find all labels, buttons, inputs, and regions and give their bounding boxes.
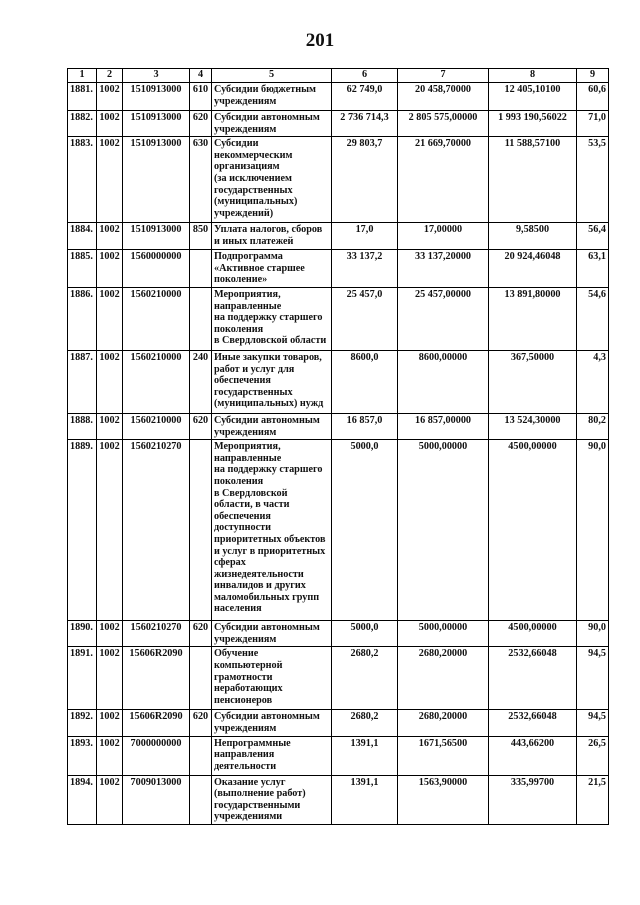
- name-line: государственных: [214, 386, 293, 398]
- expense-type-cell: [190, 775, 212, 824]
- table-row: [68, 621, 609, 647]
- column-header: 9: [577, 69, 609, 83]
- name-line: Обучение: [214, 648, 259, 660]
- name-line: поколения: [214, 323, 264, 335]
- approved-amount-cell: 2680,2: [332, 710, 398, 736]
- budget-amount-cell: 2680,20000: [398, 710, 489, 736]
- expense-type-cell: 610: [190, 83, 212, 111]
- name-cell: [212, 621, 332, 647]
- approved-amount-cell: 29 803,7: [332, 137, 398, 223]
- table-row: [68, 287, 609, 350]
- row-number-cell: 1888.: [68, 413, 97, 439]
- section-code-cell: 1002: [97, 621, 123, 647]
- row-number-cell: 1894.: [68, 775, 97, 824]
- name-cell: [212, 350, 332, 413]
- name-line: обеспечения: [214, 375, 271, 387]
- expense-type-cell: 620: [190, 413, 212, 439]
- approved-amount-cell: 33 137,2: [332, 250, 398, 288]
- name-line: работ и услуг для: [214, 363, 295, 375]
- section-code-cell: 1002: [97, 647, 123, 710]
- expense-type-cell: [190, 287, 212, 350]
- executed-amount-cell: 335,99700: [489, 775, 577, 824]
- section-code-cell: 1002: [97, 440, 123, 621]
- target-article-cell: 1510913000: [123, 111, 190, 137]
- approved-amount-cell: 2 736 714,3: [332, 111, 398, 137]
- name-line: и иных платежей: [214, 235, 294, 247]
- name-line: учреждениям: [214, 95, 277, 107]
- target-article-cell: 1560210270: [123, 440, 190, 621]
- approved-amount-cell: 17,0: [332, 223, 398, 250]
- name-line: поколение»: [214, 274, 268, 286]
- row-number-cell: 1881.: [68, 83, 97, 111]
- execution-percent-cell: 80,2: [577, 413, 609, 439]
- name-line: Оказание услуг: [214, 776, 286, 788]
- name-cell: [212, 647, 332, 710]
- name-line: направления: [214, 749, 275, 761]
- row-number-cell: 1889.: [68, 440, 97, 621]
- row-number-cell: 1882.: [68, 111, 97, 137]
- column-header: 7: [398, 69, 489, 83]
- executed-amount-cell: 1 993 190,56022: [489, 111, 577, 137]
- name-line: Подпрограмма: [214, 251, 283, 263]
- target-article-cell: 1560210000: [123, 287, 190, 350]
- name-line: населения: [214, 603, 262, 615]
- name-line: Субсидии бюджетным: [214, 84, 316, 95]
- section-code-cell: 1002: [97, 287, 123, 350]
- execution-percent-cell: 90,0: [577, 621, 609, 647]
- expense-type-cell: 620: [190, 621, 212, 647]
- name-line: пенсионеров: [214, 694, 273, 706]
- table-row: [68, 440, 609, 621]
- name-cell: [212, 440, 332, 621]
- executed-amount-cell: 443,66200: [489, 736, 577, 775]
- execution-percent-cell: 90,0: [577, 440, 609, 621]
- name-line: направленные: [214, 452, 282, 464]
- name-line: учреждений): [214, 207, 274, 219]
- budget-amount-cell: 33 137,20000: [398, 250, 489, 288]
- section-code-cell: 1002: [97, 223, 123, 250]
- target-article-cell: 15606R2090: [123, 647, 190, 710]
- table-row: [68, 775, 609, 824]
- budget-amount-cell: 8600,00000: [398, 350, 489, 413]
- execution-percent-cell: 71,0: [577, 111, 609, 137]
- table-row: [68, 647, 609, 710]
- name-line: организациям: [214, 161, 280, 173]
- row-number-cell: 1886.: [68, 287, 97, 350]
- name-line: Субсидии автономным: [214, 622, 320, 634]
- budget-amount-cell: 25 457,00000: [398, 287, 489, 350]
- name-line: неработающих: [214, 683, 283, 695]
- name-line: области, в части: [214, 499, 290, 511]
- name-cell: [212, 83, 332, 111]
- execution-percent-cell: 53,5: [577, 137, 609, 223]
- name-cell: [212, 287, 332, 350]
- name-line: в Свердловской области: [214, 335, 327, 347]
- column-header: 2: [97, 69, 123, 83]
- name-line: доступности: [214, 522, 271, 534]
- column-header: 1: [68, 69, 97, 83]
- executed-amount-cell: 4500,00000: [489, 440, 577, 621]
- name-line: сферах: [214, 557, 246, 569]
- name-line: некоммерческим: [214, 149, 293, 161]
- row-number-cell: 1884.: [68, 223, 97, 250]
- expense-type-cell: 850: [190, 223, 212, 250]
- table-row: [68, 350, 609, 413]
- table-body: [68, 83, 609, 825]
- table-row: [68, 111, 609, 137]
- column-header: 4: [190, 69, 212, 83]
- name-line: Субсидии автономным: [214, 711, 320, 723]
- executed-amount-cell: 13 524,30000: [489, 413, 577, 439]
- executed-amount-cell: 11 588,57100: [489, 137, 577, 223]
- table-row: [68, 137, 609, 223]
- approved-amount-cell: 2680,2: [332, 647, 398, 710]
- expense-type-cell: [190, 647, 212, 710]
- name-line: учреждениям: [214, 123, 277, 135]
- approved-amount-cell: 1391,1: [332, 736, 398, 775]
- table-row: [68, 223, 609, 250]
- name-line: жизнедеятельности: [214, 568, 304, 580]
- execution-percent-cell: 26,5: [577, 736, 609, 775]
- name-line: Иные закупки товаров,: [214, 351, 322, 363]
- section-code-cell: 1002: [97, 137, 123, 223]
- section-code-cell: 1002: [97, 736, 123, 775]
- execution-percent-cell: 54,6: [577, 287, 609, 350]
- target-article-cell: 1510913000: [123, 223, 190, 250]
- expense-type-cell: 240: [190, 350, 212, 413]
- expense-type-cell: [190, 250, 212, 288]
- name-line: «Активное старшее: [214, 262, 305, 274]
- approved-amount-cell: 8600,0: [332, 350, 398, 413]
- target-article-cell: 1560210000: [123, 413, 190, 439]
- name-line: приоритетных объектов: [214, 533, 326, 545]
- budget-amount-cell: 5000,00000: [398, 621, 489, 647]
- target-article-cell: 1560210000: [123, 350, 190, 413]
- name-line: учреждениям: [214, 426, 277, 438]
- name-line: (за исключением: [214, 172, 292, 184]
- table-header-row: [68, 69, 609, 83]
- name-line: Мероприятия,: [214, 288, 281, 300]
- target-article-cell: 1560210270: [123, 621, 190, 647]
- row-number-cell: 1893.: [68, 736, 97, 775]
- execution-percent-cell: 60,6: [577, 83, 609, 111]
- name-line: государственных: [214, 184, 293, 196]
- column-header: 6: [332, 69, 398, 83]
- name-cell: [212, 710, 332, 736]
- target-article-cell: 1510913000: [123, 83, 190, 111]
- budget-amount-cell: 2 805 575,00000: [398, 111, 489, 137]
- section-code-cell: 1002: [97, 775, 123, 824]
- budget-table: [67, 68, 609, 825]
- expense-type-cell: 620: [190, 710, 212, 736]
- name-line: обеспечения: [214, 510, 271, 522]
- name-line: учреждениями: [214, 811, 283, 823]
- section-code-cell: 1002: [97, 413, 123, 439]
- name-cell: [212, 223, 332, 250]
- name-line: компьютерной: [214, 659, 283, 671]
- budget-amount-cell: 20 458,70000: [398, 83, 489, 111]
- executed-amount-cell: 20 924,46048: [489, 250, 577, 288]
- name-line: маломобильных групп: [214, 591, 320, 603]
- name-line: государственными: [214, 799, 301, 811]
- executed-amount-cell: 367,50000: [489, 350, 577, 413]
- section-code-cell: 1002: [97, 111, 123, 137]
- executed-amount-cell: 2532,66048: [489, 647, 577, 710]
- name-line: Субсидии: [214, 138, 259, 150]
- name-cell: [212, 413, 332, 439]
- table-row: [68, 83, 609, 111]
- section-code-cell: 1002: [97, 350, 123, 413]
- row-number-cell: 1890.: [68, 621, 97, 647]
- name-line: инвалидов и других: [214, 580, 306, 592]
- approved-amount-cell: 5000,0: [332, 440, 398, 621]
- table-row: [68, 250, 609, 288]
- table-row: [68, 413, 609, 439]
- executed-amount-cell: 9,58500: [489, 223, 577, 250]
- section-code-cell: 1002: [97, 250, 123, 288]
- budget-amount-cell: 17,00000: [398, 223, 489, 250]
- target-article-cell: 7009013000: [123, 775, 190, 824]
- row-number-cell: 1885.: [68, 250, 97, 288]
- budget-amount-cell: 5000,00000: [398, 440, 489, 621]
- row-number-cell: 1891.: [68, 647, 97, 710]
- name-line: деятельности: [214, 760, 277, 772]
- name-line: направленные: [214, 300, 282, 312]
- execution-percent-cell: 21,5: [577, 775, 609, 824]
- executed-amount-cell: 12 405,10100: [489, 83, 577, 111]
- name-line: Субсидии автономным: [214, 112, 320, 123]
- name-line: поколения: [214, 475, 264, 487]
- target-article-cell: 15606R2090: [123, 710, 190, 736]
- target-article-cell: 7000000000: [123, 736, 190, 775]
- approved-amount-cell: 1391,1: [332, 775, 398, 824]
- approved-amount-cell: 25 457,0: [332, 287, 398, 350]
- name-cell: [212, 775, 332, 824]
- executed-amount-cell: 2532,66048: [489, 710, 577, 736]
- name-line: Мероприятия,: [214, 441, 281, 453]
- name-line: Непрограммные: [214, 737, 291, 749]
- target-article-cell: 1560000000: [123, 250, 190, 288]
- name-line: и услуг в приоритетных: [214, 545, 326, 557]
- executed-amount-cell: 13 891,80000: [489, 287, 577, 350]
- name-line: Уплата налогов, сборов: [214, 224, 323, 236]
- name-cell: [212, 736, 332, 775]
- executed-amount-cell: 4500,00000: [489, 621, 577, 647]
- execution-percent-cell: 63,1: [577, 250, 609, 288]
- expense-type-cell: 630: [190, 137, 212, 223]
- approved-amount-cell: 5000,0: [332, 621, 398, 647]
- name-cell: [212, 250, 332, 288]
- page-number: 201: [305, 30, 335, 51]
- budget-amount-cell: 2680,20000: [398, 647, 489, 710]
- name-cell: [212, 137, 332, 223]
- column-header: 5: [212, 69, 332, 83]
- name-line: учреждениям: [214, 633, 277, 645]
- execution-percent-cell: 94,5: [577, 710, 609, 736]
- expense-type-cell: 620: [190, 111, 212, 137]
- name-line: на поддержку старшего: [214, 464, 323, 476]
- approved-amount-cell: 16 857,0: [332, 413, 398, 439]
- budget-amount-cell: 21 669,70000: [398, 137, 489, 223]
- table-row: [68, 710, 609, 736]
- column-header: 3: [123, 69, 190, 83]
- column-header: 8: [489, 69, 577, 83]
- execution-percent-cell: 94,5: [577, 647, 609, 710]
- row-number-cell: 1887.: [68, 350, 97, 413]
- execution-percent-cell: 56,4: [577, 223, 609, 250]
- name-line: в Свердловской: [214, 487, 288, 499]
- expense-type-cell: [190, 440, 212, 621]
- name-line: учреждениям: [214, 722, 277, 734]
- name-line: (выполнение работ): [214, 788, 306, 800]
- target-article-cell: 1510913000: [123, 137, 190, 223]
- name-line: (муниципальных) нужд: [214, 398, 324, 410]
- section-code-cell: 1002: [97, 83, 123, 111]
- section-code-cell: 1002: [97, 710, 123, 736]
- execution-percent-cell: 4,3: [577, 350, 609, 413]
- name-line: Субсидии автономным: [214, 414, 320, 426]
- name-line: грамотности: [214, 671, 273, 683]
- budget-amount-cell: 1671,56500: [398, 736, 489, 775]
- name-line: на поддержку старшего: [214, 312, 323, 324]
- approved-amount-cell: 62 749,0: [332, 83, 398, 111]
- row-number-cell: 1892.: [68, 710, 97, 736]
- expense-type-cell: [190, 736, 212, 775]
- name-line: (муниципальных): [214, 196, 298, 208]
- table-row: [68, 736, 609, 775]
- budget-amount-cell: 16 857,00000: [398, 413, 489, 439]
- row-number-cell: 1883.: [68, 137, 97, 223]
- name-cell: [212, 111, 332, 137]
- budget-amount-cell: 1563,90000: [398, 775, 489, 824]
